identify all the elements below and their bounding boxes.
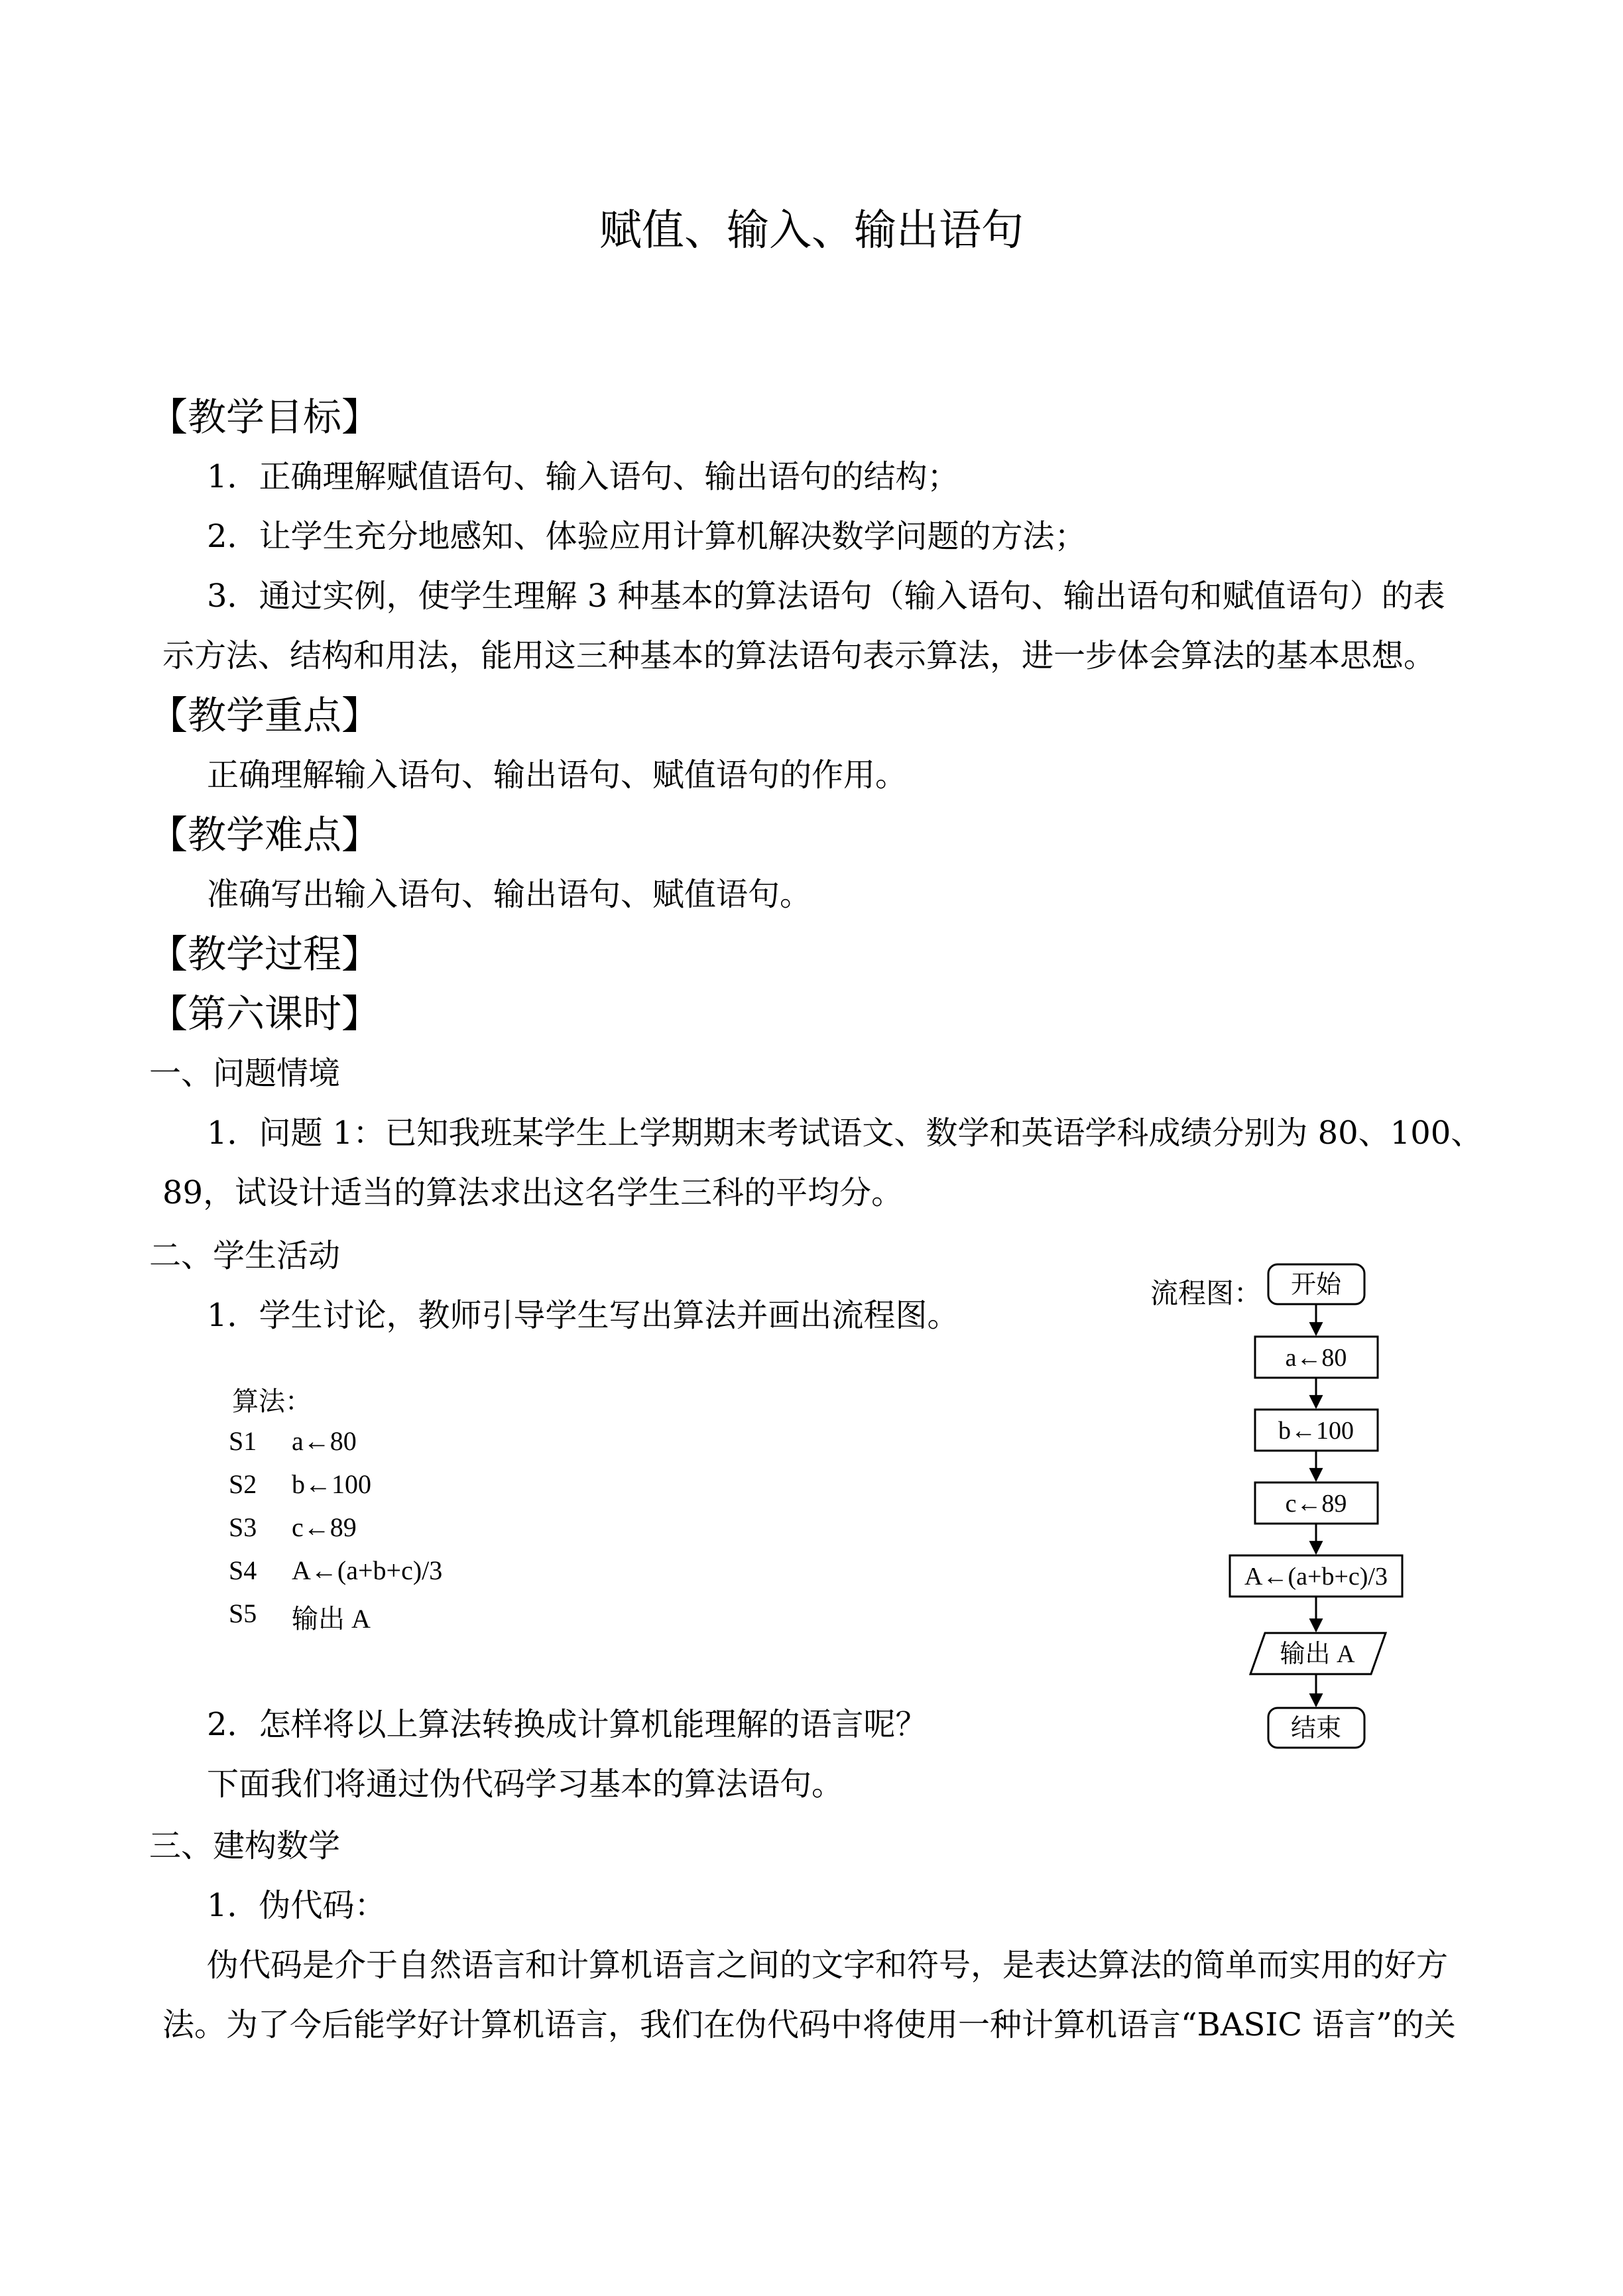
flowchart-step-text: b←100 [1278,1417,1354,1445]
objective-item-3: 3．通过实例，使学生理解 3 种基本的算法语句（输入语句、输出语句和赋值语句）的表 [207,577,1445,615]
algorithm-step-id: S5 [229,1599,257,1628]
activity-line-2: 2．怎样将以上算法转换成计算机能理解的语言呢？ [207,1706,928,1743]
flowchart-end-text: 结束 [1290,1715,1342,1742]
algorithm-step-id: S2 [229,1469,257,1499]
pseudocode-item: 1．伪代码： [207,1887,387,1924]
flowchart-label: 流程图： [1150,1277,1262,1309]
algorithm-step-code: 输出 A [292,1604,371,1634]
flowchart-step-text: a←80 [1285,1344,1347,1372]
page-title: 赋值、输入、输出语句 [599,206,1024,255]
part3-heading: 三、建构数学 [149,1827,341,1864]
algorithm-step-id: S3 [229,1512,257,1542]
objective-item-1: 1．正确理解赋值语句、输入语句、输出语句的结构； [207,458,959,495]
pseudocode-line-2: 法。为了今后能学好计算机语言，我们在伪代码中将使用一种计算机语言“BASIC 语言”的关 [162,2006,1456,2043]
pseudocode-line-1: 伪代码是介于自然语言和计算机语言之间的文字和符号，是表达算法的简单而实用的好方 [207,1947,1449,1984]
algorithm-step-id: S4 [229,1555,257,1585]
activity-line-3: 下面我们将通过伪代码学习基本的算法语句。 [207,1766,844,1803]
flowchart-start-text: 开始 [1290,1271,1342,1299]
problem-line-2: 89，试设计适当的算法求出这名学生三科的平均分。 [162,1174,904,1211]
part2-heading: 二、学生活动 [149,1237,341,1274]
flowchart-output-text: 输出 A [1280,1640,1355,1668]
objective-item-3-cont: 示方法、结构和用法，能用这三种基本的算法语句表示算法，进一步体会算法的基本思想。 [162,637,1436,674]
lesson-heading: 【第六课时】 [149,991,381,1036]
objective-item-2: 2．让学生充分地感知、体验应用计算机解决数学问题的方法； [207,518,1087,555]
key-points-heading: 【教学重点】 [149,693,381,738]
process-heading: 【教学过程】 [149,932,381,977]
algorithm-step-id: S1 [229,1426,257,1456]
flowchart [1207,1256,1425,1774]
flowchart-step-text: A←(a+b+c)/3 [1244,1563,1388,1591]
part1-heading: 一、问题情境 [149,1055,341,1092]
algorithm-step-code: b←100 [292,1469,371,1499]
algorithm-step-code: a←80 [292,1426,357,1456]
difficulties-text: 准确写出输入语句、输出语句、赋值语句。 [207,876,812,913]
flowchart-step-text: c←89 [1285,1490,1347,1518]
objectives-heading: 【教学目标】 [149,394,381,440]
problem-line-1: 1．问题 1：已知我班某学生上学期期末考试语文、数学和英语学科成绩分别为 80、100、 [207,1115,1483,1152]
activity-line-1: 1．学生讨论，教师引导学生写出算法并画出流程图。 [207,1297,959,1334]
algorithm-label: 算法： [232,1386,312,1416]
algorithm-step-code: A←(a+b+c)/3 [292,1555,443,1585]
algorithm-step-code: c←89 [292,1512,357,1542]
key-points-text: 正确理解输入语句、输出语句、赋值语句的作用。 [207,756,908,794]
difficulties-heading: 【教学难点】 [149,812,381,857]
